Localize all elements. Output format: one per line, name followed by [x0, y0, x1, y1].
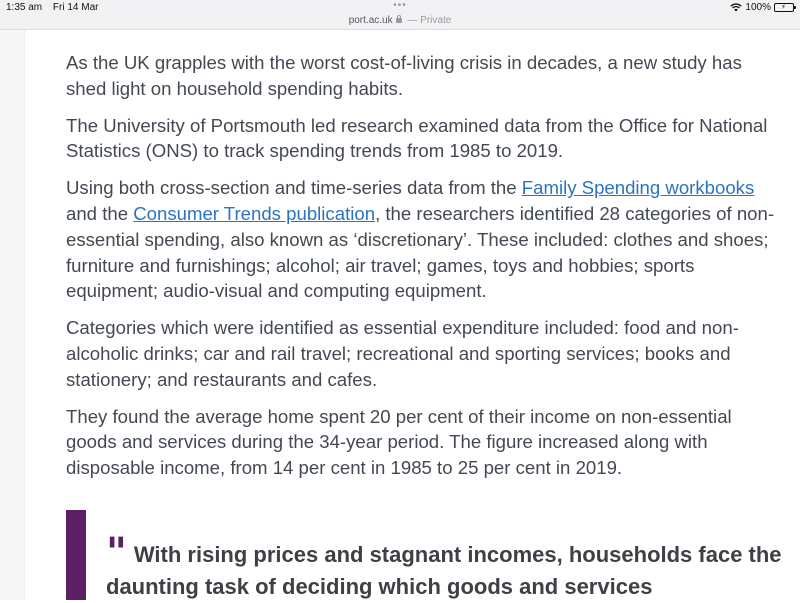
- paragraph-research: The University of Portsmouth led research examined data from the Office for National Statistics (ONS) to track spending trends from 1985 to 2019.: [66, 114, 768, 162]
- lock-icon: [396, 18, 402, 23]
- status-date: Fri 14 Mar: [52, 2, 99, 13]
- consumer-trends-link[interactable]: Consumer Trends publication: [133, 202, 376, 224]
- address-bar[interactable]: [0, 15, 800, 27]
- quote-mark-icon: ": [106, 530, 124, 576]
- family-spending-link[interactable]: Family Spending workbooks: [521, 177, 755, 199]
- url-text: port.ac.uk: [348, 15, 393, 26]
- page-left-margin: [0, 30, 25, 600]
- charging-bolt-icon: ⚡: [781, 4, 786, 11]
- more-dots-icon[interactable]: •••: [393, 0, 407, 11]
- paragraph-essential: Categories which were identified as essential expenditure included: food and non-alcoholic drinks; car and rail travel; recreational and sporting services; books and stationery; and restaurants and cafes.: [66, 317, 739, 390]
- paragraph-data-sources: [66, 175, 778, 304]
- status-right: [730, 2, 794, 13]
- url-separator: —: [407, 15, 418, 26]
- article-body: [66, 50, 778, 492]
- quote-text: With rising prices and stagnant incomes, households face the daunting task of deciding which goods and services: [106, 542, 782, 599]
- status-bar: [0, 0, 800, 30]
- paragraph-findings: They found the average home spent 20 per cent of their income on non-essential goods and services during the 34-year period. The figure increased along with disposable income, from 14 per cent in 1985 to 25 per cent in 2019.: [66, 405, 732, 479]
- p3-middle: and the: [66, 202, 134, 224]
- status-time: 1:35 am: [6, 2, 43, 13]
- quote-text-block: [106, 530, 800, 603]
- wifi-icon: [730, 3, 742, 12]
- quote-accent-bar: [66, 510, 86, 600]
- p3-after: , the researchers identified 28 categories of non-essential spending, also known as ‘discretionary’. These included: clothes and shoes; furniture and furnishings; alcohol; air travel; games, toys and hobbies; sports equipment; audio-visual and computing equipment.: [66, 202, 775, 302]
- battery-icon: [774, 3, 794, 12]
- p3-before: Using both cross-section and time-series data from the: [66, 177, 522, 199]
- paragraph-intro: As the UK grapples with the worst cost-of-living crisis in decades, a new study has shed light on household spending habits.: [66, 52, 742, 99]
- pull-quote: [66, 510, 800, 600]
- private-mode-label: Private: [420, 15, 452, 26]
- battery-percent: 100%: [745, 2, 771, 13]
